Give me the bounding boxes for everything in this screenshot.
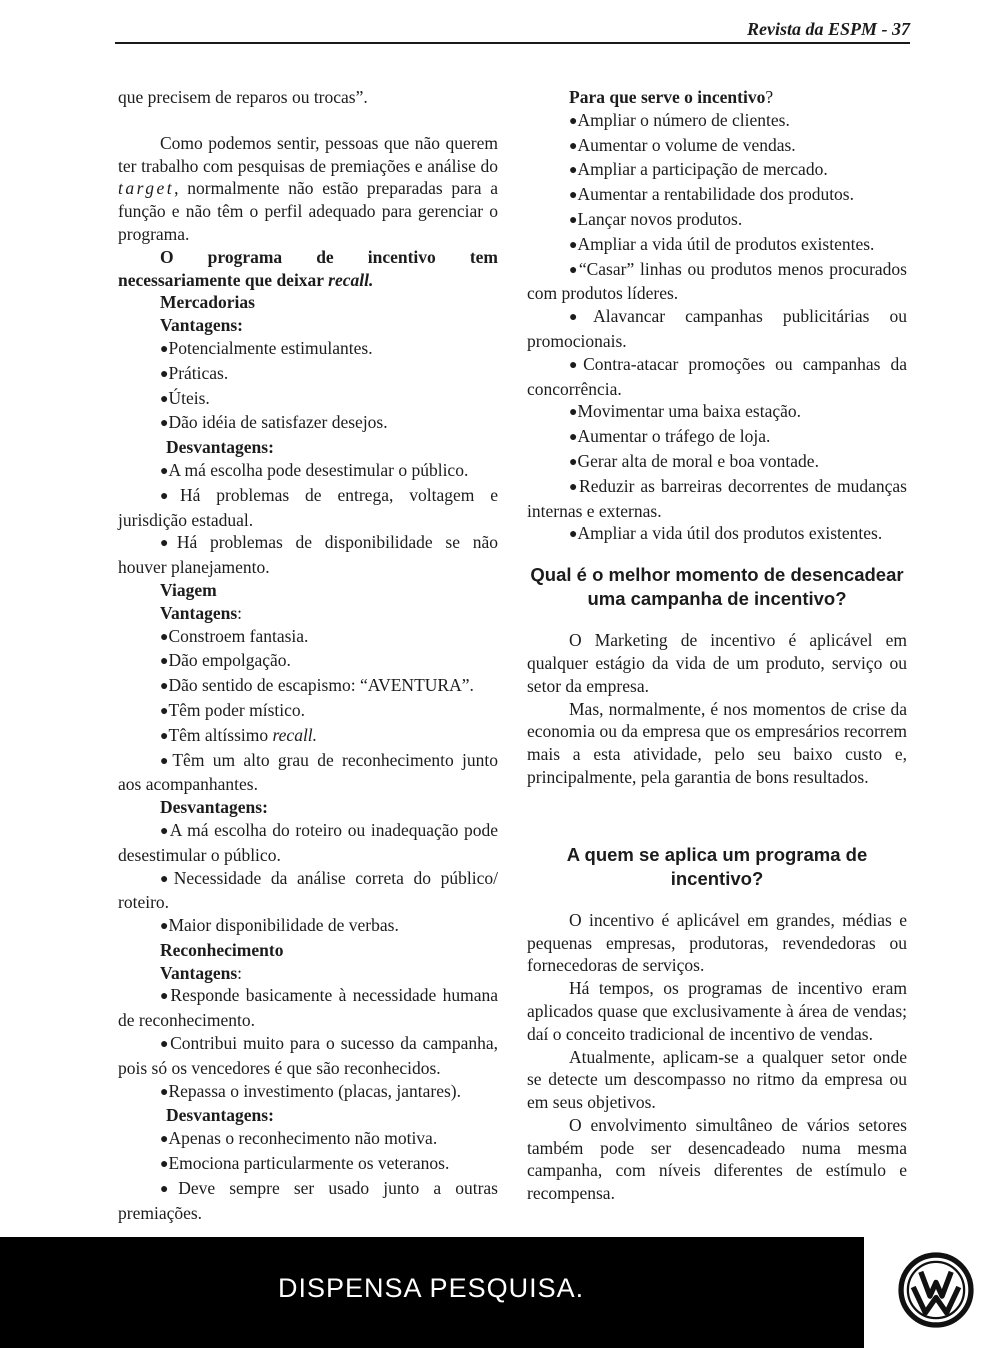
vantagens-label: Vantagens: (160, 602, 243, 623)
vantagens-label: Vantagens: (160, 962, 243, 983)
running-head: Revista da ESPM - 37 (746, 19, 910, 39)
section-title-para-que: Para que serve o incentivo? (569, 87, 774, 107)
list-item: ●Maior disponibilidade de verbas. (160, 915, 399, 936)
heading-a-quem: A quem se aplica um programa de incentivo? (566, 843, 868, 889)
list-item: ●Úteis. (160, 387, 210, 408)
list-item: ●Dão empolgação. (160, 650, 291, 671)
emphasis-target: target (118, 178, 175, 199)
list-item: ●Práticas. (160, 362, 229, 383)
list-item: ●Repassa o investimento (placas, jantares). (160, 1080, 462, 1101)
list-item: ●Ampliar a participação de mercado. (569, 159, 828, 180)
desvantagens-label: Desvantagens: (160, 797, 268, 818)
list-item: ●Ampliar o número de clientes. (569, 109, 790, 130)
list-item: ●Apenas o reconhecimento não motiva. (160, 1128, 438, 1149)
heading-melhor-momento: Qual é o melhor momento de desencadear uma campanha de incentivo? (530, 564, 904, 610)
list-item: ●Constroem fantasia. (160, 625, 309, 646)
paragraph: que precisem de reparos ou trocas”. (118, 87, 368, 107)
list-item: ●Têm poder místico. (160, 699, 306, 720)
list-item: ●Necessidade da análise correta do público/ roteiro. (118, 867, 499, 913)
emphasis-paragraph: O programa de incentivo tem necessariamente que deixar recall. (118, 246, 498, 290)
list-item: ●A má escolha pode desestimular o público. (160, 459, 469, 480)
list-item: ●Contribui muito para o sucesso da campanha, pois só os vencedores é que são reconhecidos. (118, 1033, 498, 1078)
right-column (527, 86, 907, 1205)
paragraph: Mas, normalmente, é nos momentos de crise da economia ou da empresa que os empresários recorrem mais a esta atividade, pelo seu baixo custo e, principalmente, pela garantia de bons resultados. (527, 698, 907, 787)
desvantagens-label: Desvantagens: (166, 437, 274, 458)
list-item: ●Emociona particularmente os veteranos. (160, 1153, 450, 1174)
list-item: ●Dão idéia de satisfazer desejos. (160, 412, 388, 433)
left-column (118, 86, 498, 1224)
list-item: ●Aumentar o tráfego de loja. (569, 426, 771, 447)
list-item: ●Gerar alta de moral e boa vontade. (569, 450, 819, 471)
paragraph: Há tempos, os programas de incentivo eram aplicados quase que exclusivamente à área de vendas; daí o conceito tradicional de incentivo de vendas. (527, 978, 907, 1044)
page-header (115, 18, 910, 44)
list-item: ●A má escolha do roteiro ou inadequação pode desestimular o público. (118, 819, 498, 865)
list-item: ●Contra-atacar promoções ou campanhas da concorrência. (527, 353, 907, 399)
ad-slogan: DISPENSA PESQUISA. (278, 1273, 585, 1303)
list-item: ●Responde basicamente à necessidade humana de reconhecimento. (118, 985, 498, 1031)
list-item: ●Têm um alto grau de reconhecimento junto aos acompanhantes. (118, 749, 498, 795)
list-item: ●Aumentar o volume de vendas. (569, 134, 796, 155)
ad-banner (0, 1237, 864, 1348)
paragraph: O Marketing de incentivo é aplicável em qualquer estágio da vida de um produto, serviço ou setor da empresa. (527, 630, 907, 696)
list-item: ●Deve sempre ser usado junto a outras premiações. (118, 1177, 498, 1223)
section-title-reconhecimento: Reconhecimento (160, 939, 284, 960)
section-title-mercadorias: Mercadorias (160, 292, 255, 313)
list-item: ●Potencialmente estimulantes. (160, 337, 373, 358)
desvantagens-label: Desvantagens: (166, 1105, 274, 1126)
list-item: ●Aumentar a rentabilidade dos produtos. (569, 184, 854, 205)
vantagens-label: Vantagens: (160, 315, 243, 336)
paragraph: Como podemos sentir, pessoas que não querem ter trabalho com pesquisas de premiações e análise do target, normalmente não estão preparadas para a função e não têm o perfil adequado para gerenciar o programa. (118, 132, 498, 244)
list-item: ●Têm altíssimo recall. (160, 724, 318, 745)
list-item: ●Dão sentido de escapismo: “AVENTURA”. (160, 675, 474, 696)
list-item: ●Movimentar uma baixa estação. (569, 401, 801, 422)
emphasis-recall: recall. (328, 269, 374, 290)
vw-logo-icon (898, 1252, 974, 1328)
list-item: ●Ampliar a vida útil dos produtos existentes. (569, 523, 883, 544)
list-item: ●Alavancar campanhas publicitárias ou promocionais. (527, 306, 907, 351)
section-title-viagem: Viagem (160, 579, 217, 600)
paragraph: Atualmente, aplicam-se a qualquer setor onde se detecte um descompasso no ritmo da empresa ou em seus objetivos. (527, 1046, 907, 1113)
paragraph: O envolvimento simultâneo de vários setores também pode ser desencadeado numa mesma campanha, com níveis diferentes de estímulo e recompensa. (527, 1114, 907, 1204)
list-item: ●Há problemas de disponibilidade se não houver planejamento. (118, 532, 498, 578)
list-item: ●“Casar” linhas ou produtos menos procurados com produtos líderes. (527, 258, 907, 304)
list-item: ●Lançar novos produtos. (569, 208, 743, 229)
paragraph: O incentivo é aplicável em grandes, médias e pequenas empresas, produtoras, revendedoras ou fornecedoras de serviços. (527, 909, 907, 976)
list-item: ●Há problemas de entrega, voltagem e jurisdição estadual. (118, 484, 498, 530)
list-item: ●Reduzir as barreiras decorrentes de mudanças internas e externas. (527, 475, 907, 521)
list-item: ●Ampliar a vida útil de produtos existentes. (569, 233, 875, 254)
